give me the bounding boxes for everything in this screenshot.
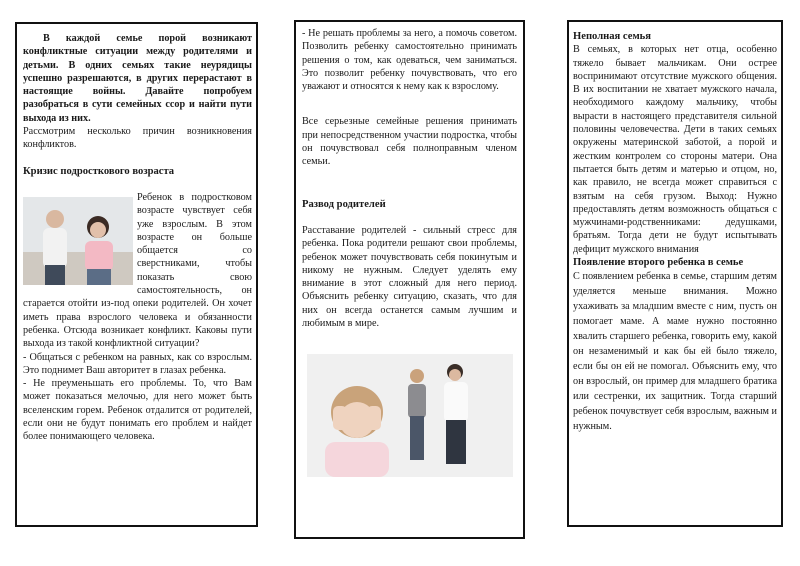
teen-tip-3: - Не решать проблемы за него, а помочь советом. Позволить ребенку самостоятельно принимать решения о том, как одеваться, чем заниматься. Это позволит ребенку почувствовать, что его уважают и относятся к нему как к взрослому. [302,28,517,93]
teen-tip-1: - Общаться с ребенком на равных, как со взрослым. Это поднимет Ваш авторитет в глазах ребенка. [23,351,252,376]
divorce-body: Расставание родителей - сильный стресс для ребенка. Пока родители решают свои проблемы, ребенок может почувствовать себя покинутым и никому не нужным. Следует уделять ему внимание в этот сложный для него период. Объяснить ребенку ситуацию, сказать, что для них он всегда останется самым лучшим и любимым в мире. [302,224,517,330]
photo-teen-conflict-image [23,197,133,285]
second-child-body: С появлением ребенка в семье, старшим детям уделяется меньше внимания. Можно ухаживать за младшим вместе с ним, пусть он помогает маме. А маме нужно постоянно хвалить старшего ребенка, говорить ему, какой он незаменимый и как бы ей было тяжело, если бы он ей не помогал. Объяснить ему, что он взрослый, он пример для младшего братика или сестренки, их защитник. Тогда старший ребенок почувствует себя взрослым, важным и нужным. [573,271,777,433]
heading-single-parent: Неполная семья [573,31,652,42]
heading-second-child: Появление второго ребенка в семье [573,257,744,269]
heading-teen-crisis: Кризис подросткового возраста [23,165,175,177]
single-parent-body: В семьях, в которых нет отца, особенно тяжело бывает мальчикам. Они острее воспринимают отсутствие мужского общения. В их воспитании не хватает мужского начала, необходимого каждому мальчику, чтобы вырасти в настоящего представителя сильной половины человечества. Дети в таких семьях окружены материнской заботой, а порой и жестким контролем со стороны матери. Она пытается быть детям и матерью и отцом, но, как правило, не всегда может справиться с взятым на себя грузом. Выход: Нужно предоставлять детям возможность общаться с мужчинами-родственниками: дедушками, братьям. Тогда дети не будут испытывать дефицит мужского внимания [573,44,777,255]
intro-paragraph: В каждой семье порой возникают конфликтные ситуации между родителями и детьми. В одних семьях такие неурядицы успешно разрешаются, в других перерастают в настоящие войны. Давайте попробуем разобраться в сути семейных ссор и найти пути выхода из них. [23,33,252,124]
heading-divorce: Развод родителей [302,198,386,210]
column-middle [294,20,525,539]
photo-parents-argue [307,354,513,477]
column-left [15,22,258,527]
photo-parents-argue-image [307,354,513,477]
lead-paragraph: Рассмотрим несколько причин возникновения конфликтов. [23,126,252,151]
column-right [567,20,783,527]
teen-tip-2: - Не преуменьшать его проблемы. То, что Вам может показаться мелочью, для него может быть вселенским горем. Ребенок отдалится от родителей, если они не будут понимать его проблем и найдет более понимающего человека. [23,378,252,443]
teen-body: Ребенок в подростковом возрасте чувствует себя уже взрослым. В этом возрасте он больше общается со сверстниками, чтобы показать свою самостоятельность, он старается отойти из-под опеки родителей. Он хочет иметь права взрослого человека и обязанности ребенка. Отсюда возникает конфликт. Каковы пути выхода из такой конфликтной ситуации? [23,191,252,350]
photo-teen-conflict [23,197,133,285]
family-decisions-paragraph: Все серьезные семейные решения принимать при непосредственном участии подростка, чтобы он почувствовал себя полноправным членом семьи. [302,116,517,168]
